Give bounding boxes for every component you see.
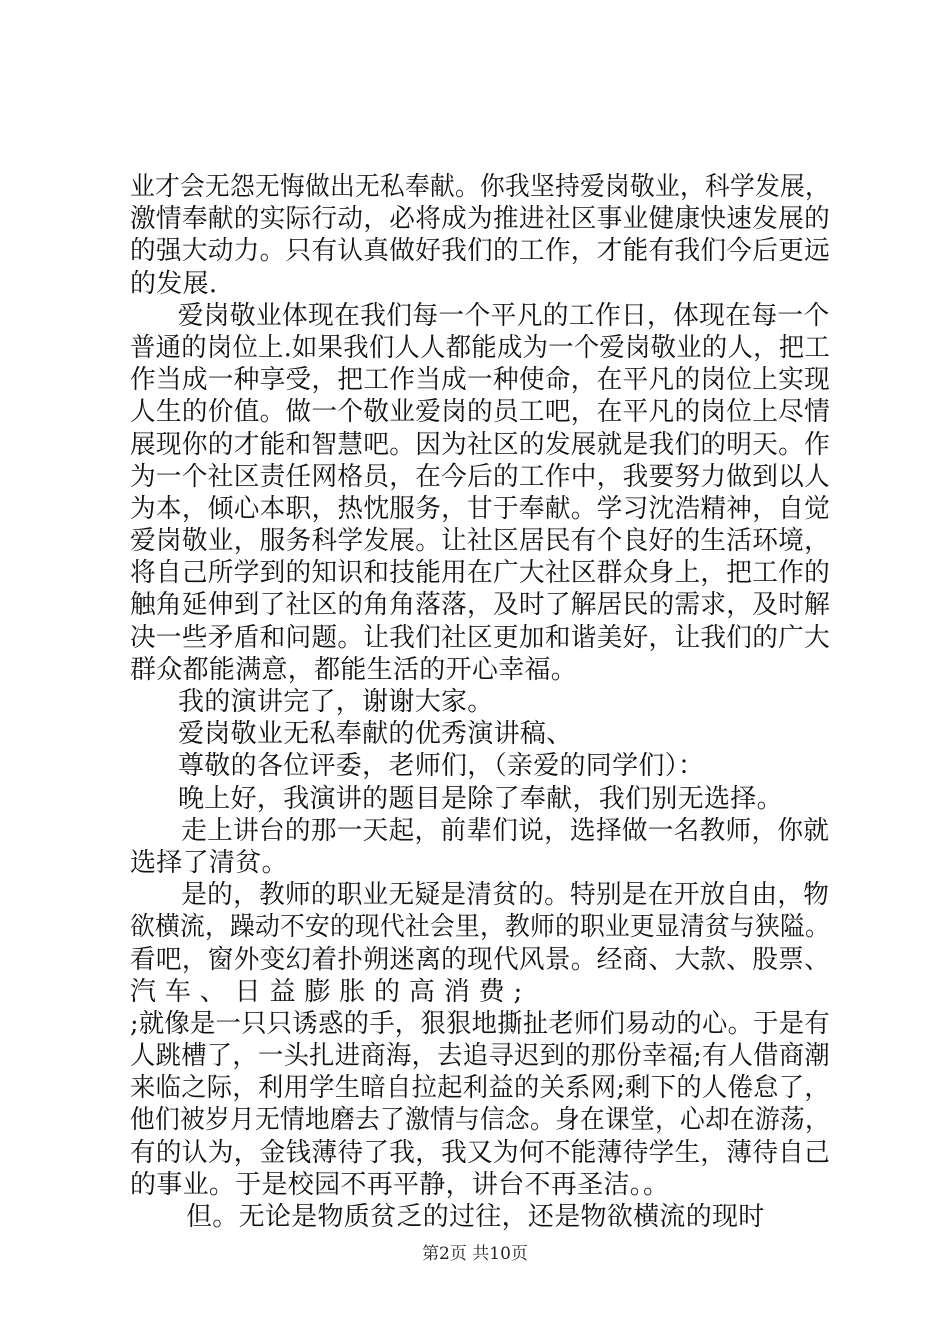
text-line: 作当成一种享受，把工作当成一种使命，在平凡的岗位上实现 [130,365,831,396]
text-line: 人跳槽了，一头扎进商海，去追寻迟到的那份幸福;有人借商潮 [130,1041,830,1072]
text-line: 有的认为，金钱薄待了我，我又为何不能薄待学生，薄待自己 [130,1137,831,1168]
page-footer: 第2页 共10页 [422,1244,528,1264]
text-line: 的强大动力。只有认真做好我们的工作，才能有我们今后更远 [130,236,831,267]
text-line: 普通的岗位上.如果我们人人都能成为一个爱岗敬业的人，把工 [130,332,830,363]
text-line: 晚上好，我演讲的题目是除了奉献，我们别无选择。 [178,783,783,814]
text-line: 走上讲台的那一天起，前辈们说，选择做一名教师，你就 [181,815,830,846]
text-line: 是的，教师的职业无疑是清贫的。特别是在开放自由，物 [181,880,830,911]
text-line: 但。无论是物质贫乏的过往，还是物欲横流的现时 [186,1202,765,1232]
text-line: 业才会无怨无悔做出无私奉献。你我坚持爱岗敬业，科学发展， [130,172,831,202]
text-line: 爱岗敬业体现在我们每一个平凡的工作日，体现在每一个 [177,300,830,331]
text-line: 尊敬的各位评委，老师们，（亲爱的同学们）： [178,751,705,782]
text-line: 将自己所学到的知识和技能用在广大社区群众身上，把工作的 [130,558,831,589]
text-line: 的发展. [130,268,218,299]
text-line: 爱岗敬业无私奉献的优秀演讲稿、 [178,719,573,750]
text-line: 人生的价值。做一个敬业爱岗的员工吧，在平凡的岗位上尽情 [130,397,831,428]
text-line: 看吧，窗外变幻着扑朔迷离的现代风景。经商、大款、股票、 [130,944,831,975]
text-line: 爱岗敬业，服务科学发展。让社区居民有个良好的生活环境， [130,526,831,557]
text-line: 汽 车 、 日 益 膨 胀 的 高 消 费 ; [130,976,523,1007]
text-line: 他们被岁月无情地磨去了激情与信念。身在课堂，心却在游荡， [130,1105,831,1136]
text-line: 来临之际，利用学生暗自拉起利益的关系网;剩下的人倦怠了， [130,1073,830,1104]
text-line: 我的演讲完了，谢谢大家。 [178,687,494,717]
text-line: 为本，倾心本职，热忱服务，甘于奉献。学习沈浩精神，自觉 [130,493,831,524]
text-line: 的事业。于是校园不再平静，讲台不再圣洁。。 [130,1169,670,1200]
text-line: 群众都能满意，都能生活的开心幸福。 [130,654,578,685]
text-line: 展现你的才能和智慧吧。因为社区的发展就是我们的明天。作 [130,429,831,460]
document-body [130,171,830,1233]
text-line: 选择了清贫。 [130,847,288,878]
text-line: 决一些矛盾和问题。让我们社区更加和谐美好，让我们的广大 [130,622,831,653]
text-line: ;就像是一只只诱惑的手，狠狠地撕扯老师们易动的心。于是有 [130,1008,830,1039]
text-line: 激情奉献的实际行动，必将成为推进社区事业健康快速发展的 [130,204,831,235]
text-line: 欲横流，躁动不安的现代社会里，教师的职业更显清贫与狭隘。 [130,912,831,943]
text-line: 为一个社区责任网格员，在今后的工作中，我要努力做到以人 [130,461,831,492]
text-line: 触角延伸到了社区的角角落落，及时了解居民的需求，及时解 [130,590,831,621]
